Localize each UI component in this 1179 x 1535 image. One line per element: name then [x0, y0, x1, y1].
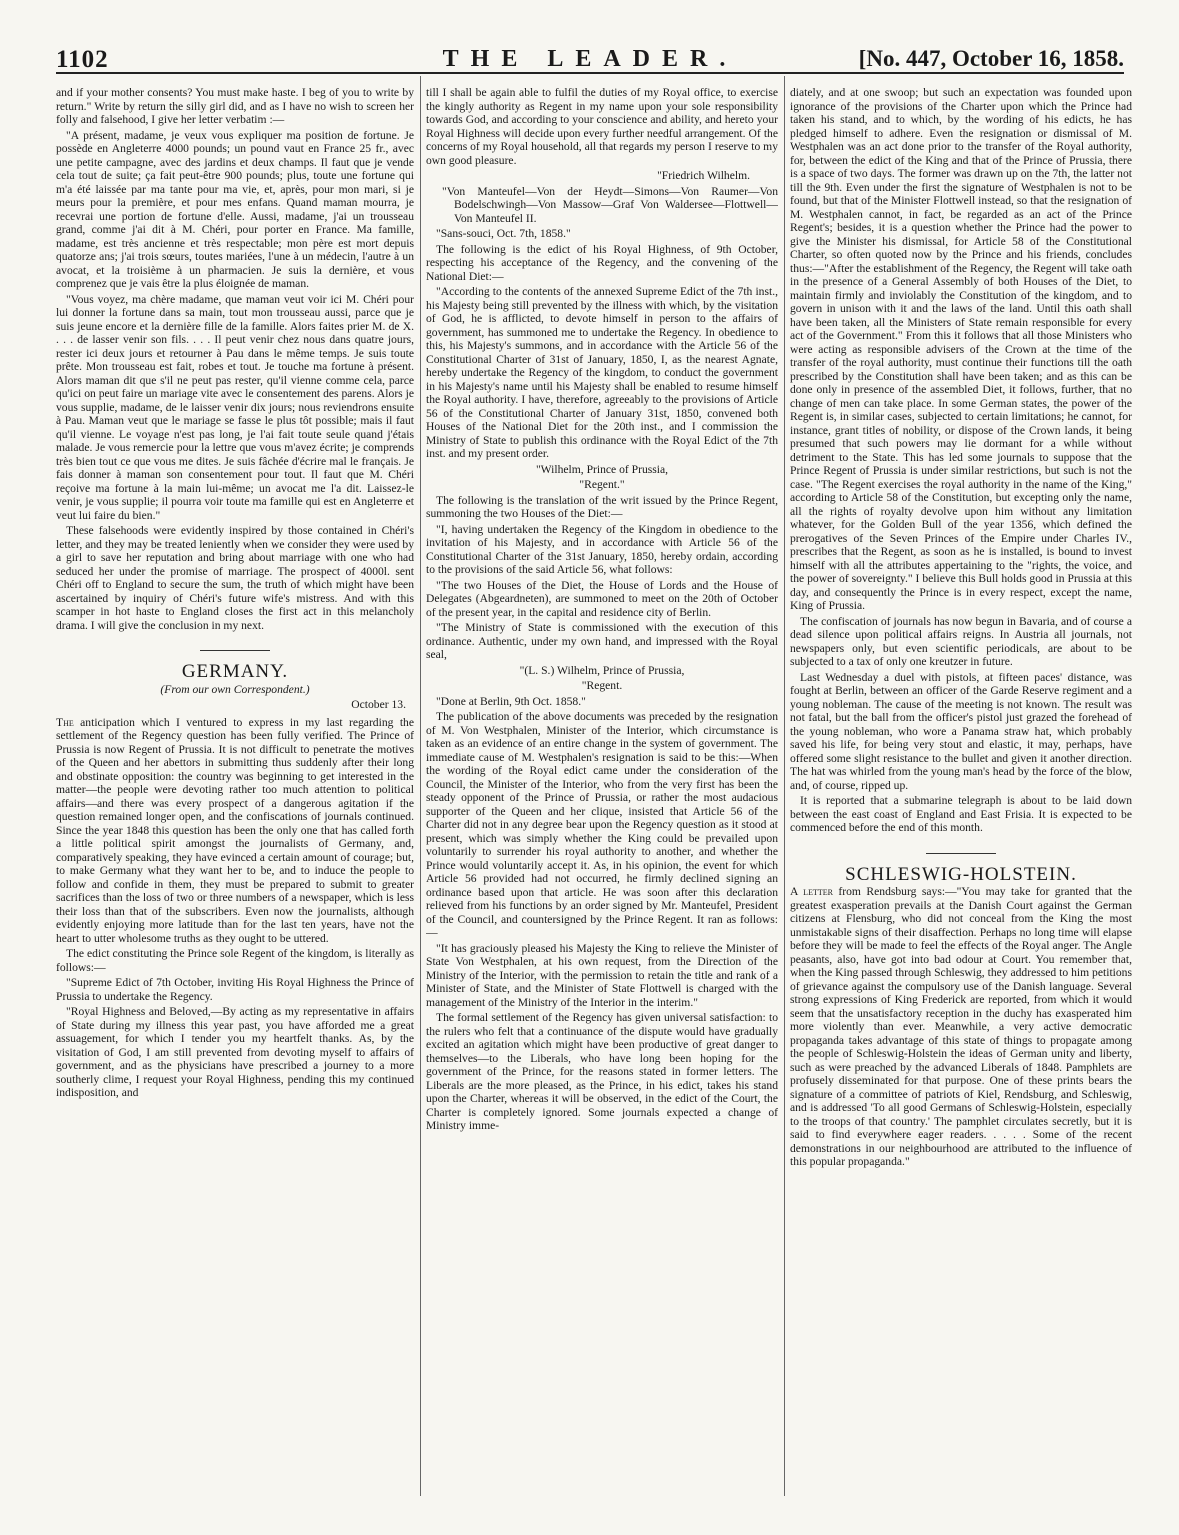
paper-title: THE LEADER. [442, 46, 738, 72]
paragraph: "Supreme Edict of 7th October, inviting His Royal Highness the Prince of Prussia to undertake the Regency. [56, 976, 414, 1003]
minister-list: "Von Manteufel—Von der Heydt—Simons—Von Raumer—Von Bodelschwingh—Von Massow—Graf Von Waldersee—Flottwell—Von Manteufel II. [442, 184, 778, 225]
signature: "Wilhelm, Prince of Prussia, [535, 462, 669, 476]
issue-line: [No. 447, October 16, 1858. [858, 46, 1124, 71]
paragraph: The edict constituting the Prince sole Regent of the kingdom, is literally as follows:— [56, 947, 414, 974]
section-divider [200, 650, 270, 651]
section-heading-schleswig-holstein: SCHLESWIG-HOLSTEIN. [845, 863, 1077, 885]
paragraph: "I, having undertaken the Regency of the Kingdom in obedience to the invitation of his Majesty, and in accordance with Article 56 of the Constitutional Charter of the 31st January, 1850, hereby ordain, according to the provisions of the said Article 56, what follows: [426, 522, 778, 576]
column-rule [784, 76, 785, 1496]
paragraph: These falsehoods were evidently inspired by those contained in Chéri's letter, and they may be treated leniently when we consider they were used by a girl to save her reputation and bring about marriage with one who had seduced her under the promise of marriage. The prospect of 4000l. sent Chéri off to England to secure the sum, the truth of which might have been ascertained by inquiry of Chéri's future wife's mistress. And with this scamper in hot haste to England closes the first act in this melancholy drama. I will give the conclusion in my next. [56, 524, 414, 632]
page-number: 1102 [56, 46, 109, 73]
paragraph: diately, and at one swoop; but such an expectation was founded upon ignorance of the provisions of the Charter upon which the Prince had taken his stand, and to which, by the wording of his edicts, he has pledged himself to adhere. Even the resignation or dismissal of M. Westphalen was an act done prior to the transfer of the Royal authority, for, between the edict of the King and that of the Prince of Prussia, there is a space of two days. The former was drawn up on the 7th, the latter not till the 9th. Even under the first the signature of Westphalen is not to be found, but that of the Minister Flottwell instead, so that the resignation of M. Westphalen cannot, in fact, be regarded as an act of the Prince Regent's; besides, it is a question whether the Prince had the power to give the Minister his dismissal, for Article 58 of the Constitutional Charter, so often quoted now by the Prince and his friends, concludes thus:—"After the establishment of the Regency, the Regent will take oath in the presence of a General Assembly of both Houses of the Diet, to maintain firmly and inviolably the Constitution of the kingdom, and to govern in unison with it and the laws of the land. Until this oath shall have been taken, all the Ministers of State remain responsible for every act of the Government." From this it follows that all those Ministers who were acting as responsible advisers of the Crown at the time of the transfer of the royal authority, must continue their functions till the oath prescribed by the Constitution shall have been taken; and as this can be done only in presence of the assembled Diet, it follows, further, that no change of men can take place. In some German states, the power of the Regent is, in similar cases, subjected to certain limitations; he cannot, for instance, grant titles of nobility, or dispose of the Crown lands, it being presumed that such powers may lie dormant for a while without detriment to the State. This has led some journals to suppose that the Prince Regent of Prussia is under similar restrictions, but such is not the case. "The Regent exercises the royal authority in the name of the King," according to Article 58 of the Constitution, but excepting only the name, all the rights of royalty devolve upon him without any limitation whatever, for the Golden Bull of the year 1356, which defined the prerogatives of the Seven Princes of the Empire under Charles IV., prescribes that the Regent, as soon as he is installed, is bound to invest himself with all the attributes appertaining to the "rights, the voice, and the power of sovereignty." I believe this Bull holds good in Prussia at this day, and consequently the Prince is in every respect, except the name, King of Prussia. [790, 86, 1132, 612]
signature: "(L. S.) Wilhelm, Prince of Prussia, [519, 663, 685, 677]
paragraph: It is reported that a submarine telegraph is about to be laid down between the east coast of England and East Frisia. It is expected to be commenced before the end of this month. [790, 794, 1132, 834]
column-rule [420, 76, 421, 1496]
signature-title: "Regent. [581, 679, 623, 692]
paragraph-text: from Rendsburg says:—"You may take for granted that the greatest exasperation prevails at the Danish Court against the German citizens at Flensburg, who did not conceal from the King the most unmistakable signs of their disaffection. Perhaps no long time will elapse before they will be made to feel the effects of the Royal anger. The Angle peasants, also, have got into bad odour at Court. You remember that, when the King passed through Schleswig, they addressed to him petitions of grievance against the compulsory use of the Danish language. Several strong expressions of King Frederick are reported, from which it would seem that the unsatisfactory reception in the duchy has exasperated him more violently than ever. Meanwhile, a very active democratic propaganda takes advantage of this state of things to propagate among the people of Schleswig-Holstein the ideas of German unity and liberty, such as were preached by the advanced Liberals of 1848. Pamphlets are profusely disseminated for that purpose. One of these prints bears the signature of a committee of patriots of Kiel, Rendsburg, and Schleswig, and is addressed 'To all good Germans of Schleswig-Holstein, especially to the troops of that country.' The pamphlet circulates secretly, but it is said to find everywhere eager readers. . . . . Some of the recent demonstrations in our neighbourhood are attributed to the influence of this popular propaganda." [790, 885, 1132, 1168]
paragraph: "The two Houses of the Diet, the House of Lords and the House of Delegates (Abgeardneten), are summoned to meet on the 20th of October of the present year, in the capital and residence city of Berlin. [426, 578, 778, 619]
column-1 [56, 86, 414, 1490]
paragraph [790, 885, 1132, 1169]
paragraph: The following is the translation of the writ issued by the Prince Regent, summoning the two Houses of the Diet:— [426, 493, 778, 520]
paragraph: till I shall be again able to fulfil the duties of my Royal office, to exercise the kingly authority as Regent in my name upon your sole responsibility towards God, and according to your conscience and ability, and hereto your Royal Highness will decide upon every further needful arrangement. Of the concerns of my Royal household, all that regards my person I reserve to my own good pleasure. [426, 86, 778, 167]
paragraph: Last Wednesday a duel with pistols, at fifteen paces' distance, was fought at Berlin, between an officer of the Garde Reserve regiment and a young nobleman. The cause of the meeting is not known. The result was not fatal, but the ball from the officer's pistol just grazed the forehead of the young nobleman, who wore a Panama straw hat, which probably saved his life, for being very stout and elastic, it may, perhaps, have offered some slight resistance to the bullet and given it another direction. The hat was whirled from the young man's head by the force of the blow, and, of course, ripped up. [790, 670, 1132, 792]
lead-words: The [56, 715, 74, 729]
column-2 [426, 86, 778, 1490]
column-3 [790, 86, 1132, 1490]
signature-title: "Regent." [579, 478, 625, 491]
paragraph [56, 716, 414, 946]
paragraph: "Vous voyez, ma chère madame, que maman veut voir ici M. Chéri pour lui donner la fortune dans sa main, tout mon trousseau aussi, parce que je suis jeune encore et la dernière fille de la famille. Alors faites prier M. de X. . . . de lasser venir son fils. . . . Il peut venir chez nous dans quatre jours, rester ici deux jours et retourner à Pau dans le même temps. Je suis toute prête. Mon trousseau est fait, robes et tout. Je touche ma fortune à présent. Alors maman dit que s'il ne peut pas rester, qu'il vienne comme cela, parce qu'ici on peut faire un mariage vite avec le consentement des parens. Alors je vous supplie, madame, de le laisser venir dix jours; nous reviendrons ensuite à Pau. Maman veut que le mariage se fasse le plus tôt possible; mais il faut qu'il vienne. Le voyage n'est pas long, je l'ai fait toute seule quand j'étais malade. Je vous remercie pour la lettre que vous m'avez écrite; je comprends très bien tout ce que vous me dites. Je suis fâchée d'écrire mal le français. Je fais donner à maman son consentement pour tout. Il faut que M. Chéri reçoive ma fortune à la main lui-même; un avocat me l'a dit. Laissez-le venir, je vous supplie; il pourra voir toute ma famille qui est en Angleterre et veut lui faire du bien." [56, 292, 414, 522]
dateline: October 13. [351, 698, 406, 711]
paragraph: The formal settlement of the Regency has given universal satisfaction: to the rulers who felt that a continuance of the dispute would have gradually excited an agitation which might have been productive of great danger to themselves—to the Liberals, who have long been hoping for the government of the Prince, for the reasons stated in former letters. The Liberals are the more pleased, as the Prince, in his edict, takes his stand upon the Charter, whereas it will be observed, in the edict of the Court, the Charter is completely ignored. Some journals expected a change of Ministry imme- [426, 1011, 778, 1132]
paragraph: and if your mother consents? You must make haste. I beg of you to write by return." Write by return the silly girl did, and as I have no wish to screen her folly and falsehood, I give her letter verbatim :— [56, 86, 414, 126]
paragraph-text: anticipation which I ventured to express in my last regarding the settlement of the Regency question has been fully verified. The Prince of Prussia is now Regent of Prussia. It is not difficult to penetrate the motives of the Queen and her abettors in submitting thus suddenly after their long and obstinate opposition: the country was beginning to get interested in the matter—the people were devoting rather too much attention to political affairs—and there was every prospect of a dangerous agitation if the question remained longer open, and the confiscations of journals continued. Since the year 1848 this question has been the only one that has called forth a little political spirit amongst the journalists of Germany, and, comparatively speaking, they have evinced a certain amount of courage; but, to make Germany what they want her to be, and to induce the people to follow and confide in them, they must be prepared to submit to greater sacrifices than the loss of two or three numbers of a newspaper, which is less their loss than that of the subscribers. Even now the journalists, although evidently enjoying more latitude than for the last ten years, have not the heart to utter wholesome truths as they ought to be uttered. [56, 715, 414, 945]
paragraph: "It has graciously pleased his Majesty the King to relieve the Minister of State Von Westphalen, at his own request, from the Direction of the Ministry of the Interior, with the permission to retain the title and rank of a Minister of State, and the Minister of State Flottwell is charged with the management of the Ministry of the Interior in the interim." [426, 941, 778, 1009]
place-date: "Done at Berlin, 9th Oct. 1858." [436, 694, 586, 708]
paragraph: "The Ministry of State is commissioned with the execution of this ordinance. Authentic, under my own hand, and impressed with the Royal seal, [426, 621, 778, 661]
paragraph: "Royal Highness and Beloved,—By acting as my representative in affairs of State during my illness this year past, you have afforded me a great assuagement, for which I tender you my heartfelt thanks. As, by the visitation of God, I am still prevented from devoting myself to affairs of government, and as the physicians have prescribed a journey to a more southerly clime, I request your Royal Highness, pending this my continued indisposition, and [56, 1005, 414, 1099]
paragraph: The publication of the above documents was preceded by the resignation of M. Von Westphalen, Minister of the Interior, which circumstance is taken as an evidence of an entire change in the system of government. The immediate cause of M. Westphalen's resignation is said to be this:—When the wording of the Royal edict came under the consideration of the Council, the Minister of the Interior, who from the very first has been the steady opponent of the Prince of Prussia, or rather the most audacious supporter of the Queen and her clique, insisted that Article 56 of the Charter did not in any degree bear upon the Regency question as it stood at present, which was simply whether the King could be prevailed upon voluntarily to surrender his royal authority to another, and whether the Prince would voluntarily accept it. As, in his opinion, the event for which Article 56 provided had not occurred, he firmly declined signing an ordinance based upon that article. He was soon after this declaration relieved from his functions by an order signed by Mr. Manteufel, President of the Council, and countersigned by the Prince Regent. It ran as follows:— [426, 710, 778, 939]
signature: "Friedrich Wilhelm. [657, 169, 750, 182]
place-date: "Sans-souci, Oct. 7th, 1858." [436, 227, 571, 240]
byline: (From our own Correspondent.) [160, 682, 310, 696]
paragraph: The following is the edict of his Royal Highness, of 9th October, respecting his acceptance of the Regency, and the convening of the National Diet:— [426, 242, 778, 283]
paragraph: "A présent, madame, je veux vous expliquer ma position de fortune. Je possède en Angleterre 4000 pounds; un pound vaut en France 25 fr., avec une petite campagne, avec des jardins et deux champs. Il faut que je vende cela tout de suite; ça fait peut-être 900 pounds; plus, toute une fortune qui m'a été laissée par ma tante pour ma vie, et, après, pour mon mari, si je meurs pour la première, et pour mes enfans. Quand maman mourra, je recevrai une portion de fortune d'elle. Aussi, madame, j'ai un trousseau grand, comme j'ai dit à M. Chéri, pour porter en France. Ma famille, madame, est très ancienne et très respectable; mon père est mort depuis quatorze ans; j'ai trois sœurs, toutes mariées, l'une à un médecin, l'autre à un avocat, et la troisième à un pharmacien. Je suis la dernière, et vous comprenez que je vais être la plus éloignée de maman. [56, 128, 414, 290]
lead-words: A letter [790, 885, 833, 898]
paragraph: The confiscation of journals has now begun in Bavaria, and of course a dead silence upon political affairs reigns. In Austria all journals, not newspapers only, but even scientific periodicals, are about to be subjected to a tax of only one kreutzer in future. [790, 614, 1132, 668]
paragraph: "According to the contents of the annexed Supreme Edict of the 7th inst., his Majesty being still prevented by the illness with which, by the visitation of God, he is afflicted, to devote himself in person to the affairs of government, has summoned me to undertake the Regency. In obedience to this, his Majesty's summons, and in accordance with the Article 56 of the Constitutional Charter of 31st of January, 1850, I, as the nearest Agnate, hereby undertake the Regency of the kingdom, to conduct the government in his Majesty's name until his Majesty shall be enabled to resume himself the Royal authority. I have, therefore, agreeably to the provisions of Article 56 of the Constitutional Charter of January 31st, 1850, convened both Houses of the National Diet for the 20th inst., and I commission the Ministry of State to publish this ordinance with the Royal Edict of the 7th inst. and my present order. [426, 285, 778, 460]
section-heading-germany: GERMANY. [181, 661, 289, 682]
section-divider [926, 853, 996, 854]
masthead [56, 46, 1124, 74]
